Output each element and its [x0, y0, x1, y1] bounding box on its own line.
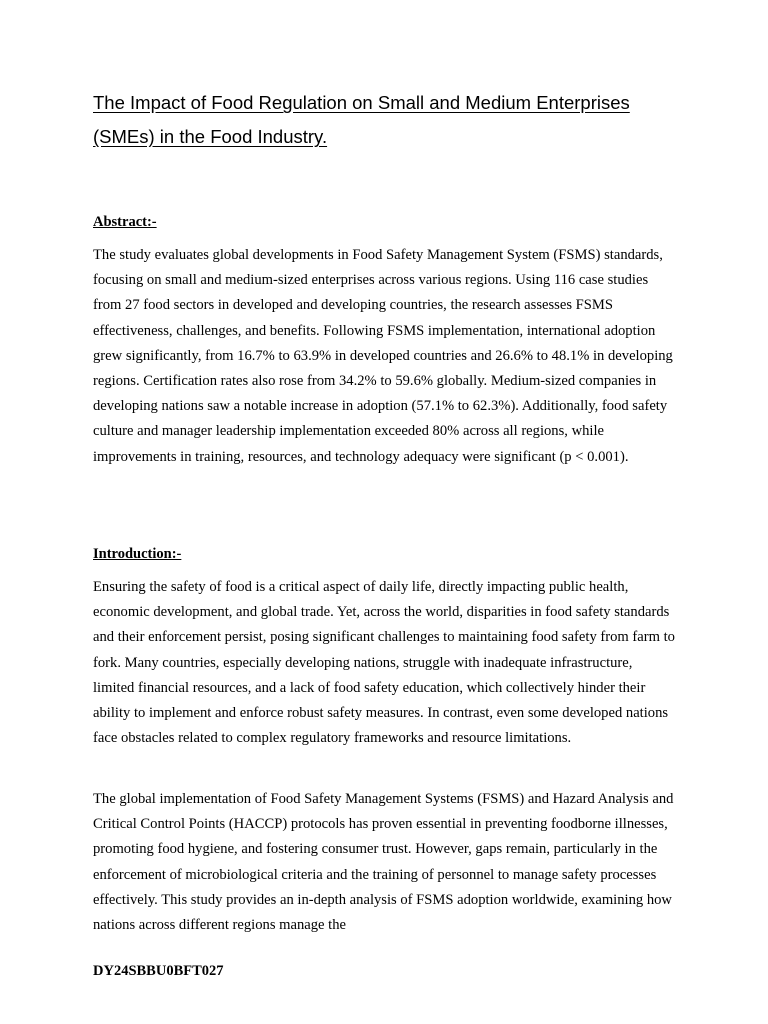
introduction-paragraph-1: Ensuring the safety of food is a critical aspect of daily life, directly impacting public health, economic development, and global trade. Yet, across the world, disparities in food safety standards and their enforcement persist, posing significant challenges to maintaining food safety from farm to fork. Many countries, especially developing nations, struggle with inadequate infrastructure, limited financial resources, and a lack of food safety education, which collectively hinder their ability to implement and enforce robust safety measures. In contrast, even some developed nations face obstacles related to complex regulatory frameworks and resource limitations. — [93, 579, 675, 747]
introduction-heading: Introduction:- — [93, 546, 182, 562]
introduction-paragraph-2: The global implementation of Food Safety Management Systems (FSMS) and Hazard Analysis and Critical Control Points (HACCP) protocols has proven essential in preventing foodborne illnesses, promoting food hygiene, and fostering consumer trust. However, gaps remain, particularly in the enforcement of microbiological criteria and the training of personnel to manage safety processes effectively. This study provides an in-depth analysis of FSMS adoption worldwide, examining how nations across different regions manage the — [93, 791, 674, 934]
abstract-heading: Abstract:- — [93, 214, 157, 230]
abstract-paragraph: The study evaluates global developments in Food Safety Management System (FSMS) standards, focusing on small and medium-sized enterprises across various regions. Using 116 case studies from 27 food sectors in developed and developing countries, the research assesses FSMS effectiveness, challenges, and benefits. Following FSMS implementation, international adoption grew significantly, from 16.7% to 63.9% in developed countries and 26.6% to 48.1% in developing regions. Certification rates also rose from 34.2% to 59.6% globally. Medium-sized companies in developing nations saw a notable increase in adoption (57.1% to 62.3%). Additionally, food safety culture and manager leadership implementation exceeded 80% across all regions, while improvements in training, resources, and technology adequacy were significant (p < 0.001). — [93, 247, 673, 465]
document-title: The Impact of Food Regulation on Small and Medium Enterprises (SMEs) in the Food Industry. — [93, 92, 630, 147]
document-footer-id: DY24SBBU0BFT027 — [93, 963, 224, 979]
